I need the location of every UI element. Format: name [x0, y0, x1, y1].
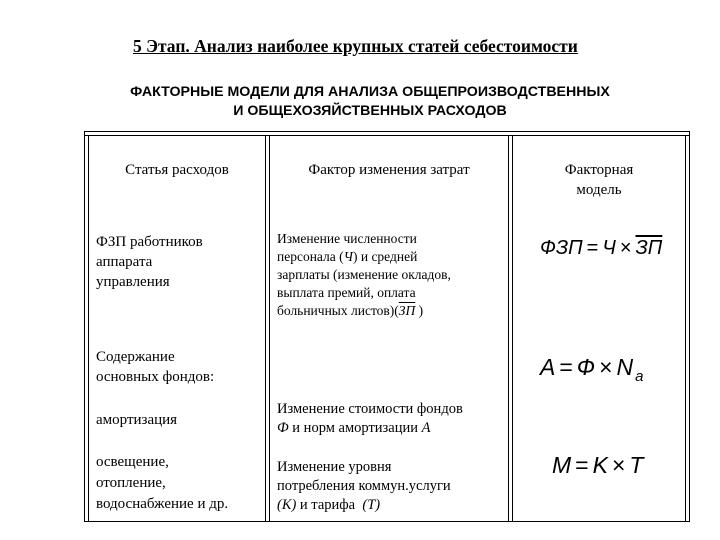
row2-expense-line1: Содержание: [96, 349, 175, 365]
row2-formula-lhs: A: [540, 354, 556, 380]
row4-factor-k: (К): [277, 497, 297, 513]
factor-models-title-line1: ФАКТОРНЫЕ МОДЕЛИ ДЛЯ АНАЛИЗА ОБЩЕПРОИЗВОДСТВЕННЫХ: [130, 84, 610, 100]
row1-expense-line1: ФЗП работников: [96, 234, 203, 250]
row2-formula-b: N: [616, 354, 634, 380]
table-bottom-border: [84, 521, 690, 522]
row1-expense: [96, 232, 261, 292]
row3-factor-f: Ф: [277, 420, 289, 436]
stage-title: 5 Этап. Анализ наиболее крупных статей себестоимости: [133, 36, 578, 56]
row4-formula-a: K: [592, 452, 608, 478]
row4-factor-line1: Изменение уровня: [277, 459, 392, 475]
row4-formula-times: ×: [611, 452, 626, 478]
table-top-border: [84, 131, 690, 132]
row1-formula-b: ЗП: [635, 237, 663, 259]
row1-expense-line2: аппарата: [96, 254, 153, 270]
row1-formula-a: Ч: [602, 237, 616, 259]
row4-factor: [277, 458, 505, 515]
table-right-border: [689, 131, 690, 522]
row4-expense-line1: освещение,: [96, 454, 169, 470]
row4-expense: [96, 452, 264, 515]
row4-formula: [552, 452, 643, 479]
row4-factor-line3: [277, 496, 505, 515]
row2-expense-line2: основных фондов:: [96, 369, 215, 385]
table-left-border-inner: [88, 135, 89, 522]
row3-factor-line1: Изменение стоимости фондов: [277, 401, 463, 417]
table-top-border-inner: [84, 135, 690, 136]
row1-expense-line3: управления: [96, 274, 170, 290]
row2-expense: [96, 347, 261, 387]
row4-factor-line2: потребления коммун.услуги: [277, 478, 451, 494]
table-col2-divider: [508, 135, 509, 522]
row1-factor-line1: Изменение численности: [277, 231, 417, 246]
row4-expense-line2: отопление,: [96, 475, 166, 491]
row4-formula-eq: =: [575, 452, 589, 478]
row1-factor-ch: Ч: [343, 249, 353, 264]
row3-expense: амортизация: [96, 412, 178, 428]
header-expense: Статья расходов: [125, 162, 229, 178]
row4-factor-t: (Т): [362, 497, 381, 513]
row1-factor-line4: выплата премий, оплата: [277, 285, 416, 300]
header-model: [513, 160, 685, 200]
table-col1-divider-inner: [269, 135, 270, 522]
row1-formula-times: ×: [619, 237, 632, 259]
header-model-line1: Факторная: [564, 162, 634, 178]
factor-models-title: [60, 83, 680, 121]
row1-factor: [277, 230, 505, 320]
row3-factor-mid: и норм амортизации: [288, 420, 422, 436]
row4-factor-mid: и тарифа: [296, 497, 363, 513]
row1-factor-text-c: больничных листов)(: [277, 303, 399, 318]
row1-factor-line3: зарплаты (изменение окладов,: [277, 267, 451, 282]
row3-factor-line2: [277, 419, 505, 438]
header-model-line2: модель: [576, 182, 622, 198]
row1-formula-eq: =: [586, 237, 599, 259]
row2-formula-times: ×: [599, 354, 613, 380]
row2-formula-a: Ф: [576, 354, 596, 380]
row1-factor-line2: [277, 248, 505, 266]
row2-formula: [540, 354, 643, 385]
row3-factor-a: А: [421, 420, 431, 436]
row3-factor: [277, 400, 505, 438]
row1-factor-text-a: персонала (: [277, 249, 344, 264]
table-col1-divider: [265, 135, 266, 522]
row1-factor-text-b: ) и средней: [352, 249, 418, 264]
factor-models-title-line2: И ОБЩЕХОЗЯЙСТВЕННЫХ РАСХОДОВ: [233, 103, 507, 119]
row1-formula: [540, 237, 662, 260]
row1-factor-text-d: ): [415, 303, 424, 318]
table-left-border: [84, 131, 85, 522]
row4-expense-line3: водоснабжение и др.: [96, 496, 229, 512]
row4-formula-lhs: M: [552, 452, 572, 478]
header-factor: Фактор изменения затрат: [308, 162, 470, 178]
row4-formula-b: T: [629, 452, 644, 478]
row1-factor-zp: ЗП: [398, 303, 416, 318]
row1-factor-line5: [277, 302, 505, 320]
row2-formula-eq: =: [559, 354, 573, 380]
table-right-border-inner: [685, 135, 686, 522]
row1-formula-lhs: ФЗП: [540, 237, 583, 259]
row2-formula-sub: a: [635, 368, 644, 385]
